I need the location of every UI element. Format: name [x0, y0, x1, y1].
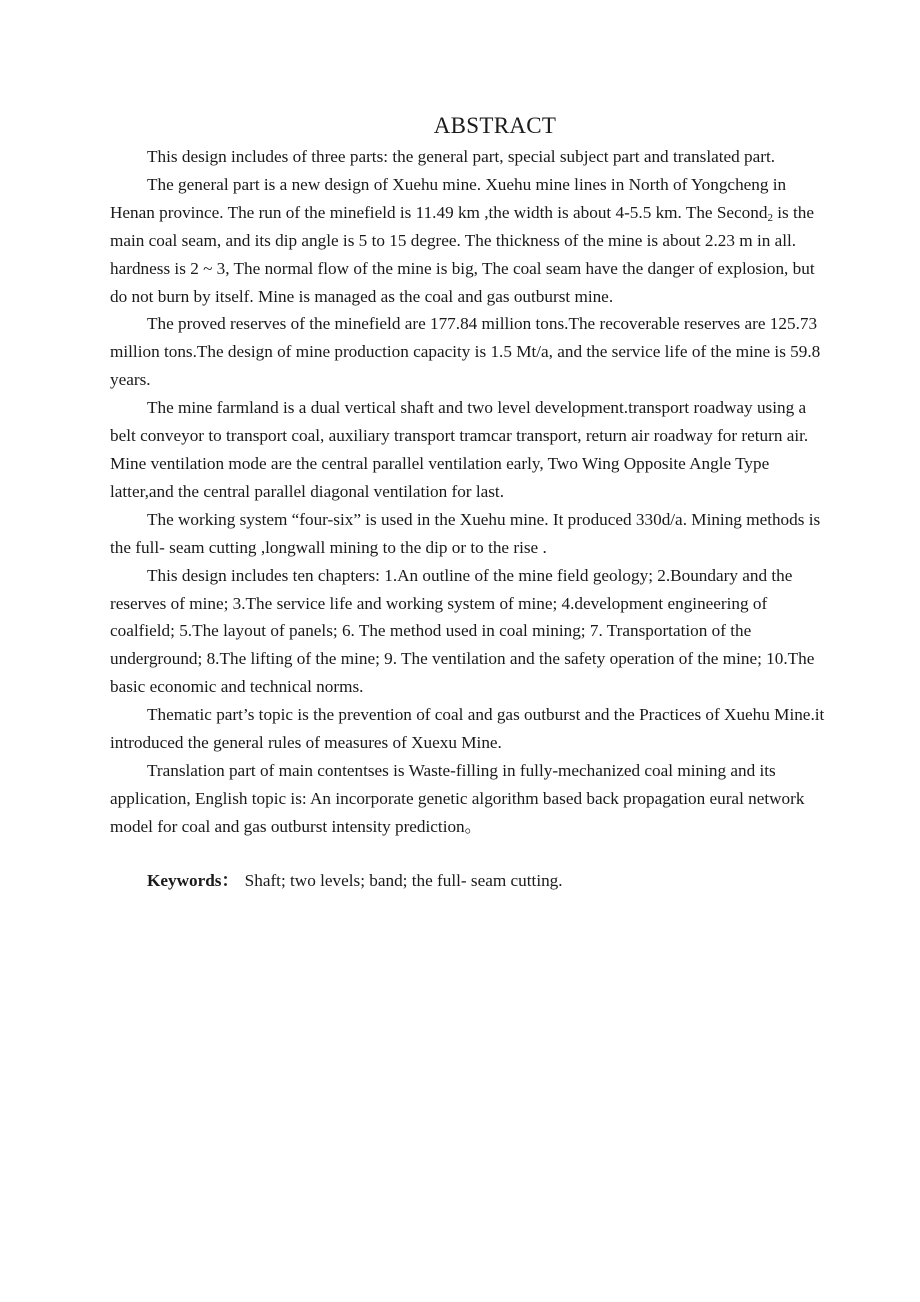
- abstract-title: ABSTRACT: [433, 113, 557, 138]
- keywords-text: Shaft; two levels; band; the full- seam cutting.: [244, 870, 563, 890]
- paragraph-general-part-text: The general part is a new design of Xuehu mine. Xuehu mine lines in North of Yongcheng in Henan province. The run of the minefield is 11.49 km ,the width is about 4-5.5 km. The: [110, 174, 787, 222]
- keywords-line: [110, 867, 828, 895]
- paragraph-chapters: This design includes ten chapters: 1.An outline of the mine field geology; 2.Boundary and the reserves of mine; 3.The service life and working system of mine; 4.development engineering of coalfield; 5.The layout of panels; 6. The method used in coal mining; 7. Transportation of the underground; 8.The lifting of the mine; 9. The ventilation and the safety operation of the mine; 10.The basic economic and technical norms.: [110, 565, 815, 697]
- paragraph-thematic-part: Thematic part’s topic is the prevention of coal and gas outburst and the Practices of Xuehu Mine.it introduced the general rules of measures of Xuexu Mine.: [110, 705, 825, 753]
- paragraph-general-part-rest: is the main coal seam, and its dip angle is 5 to 15 degree. The thickness of the mine is about 2.23 m in all. hardness is 2 ~ 3, The normal flow of the mine is big, The coal seam have the danger of explosion, but do not burn by itself. Mine is managed as the coal and gas outburst mine.: [110, 202, 815, 306]
- abstract-body: [110, 143, 828, 895]
- paragraph-development: The mine farmland is a dual vertical shaft and two level development.transport roadway using a belt conveyor to transport coal, auxiliary transport tramcar transport, return air roadway for return air. Mine ventilation mode are the central parallel ventilation early, Two Wing Opposite Angle Type latter,and the central parallel diagonal ventilation for last.: [110, 398, 809, 501]
- coal-seam-name: Second: [716, 202, 768, 222]
- paragraph-reserves: The proved reserves of the minefield are 177.84 million tons.The recoverable reserves are 125.73 million tons.The design of mine production capacity is 1.5 Mt/a, and the service life of the mine is 59.8 years.: [110, 314, 821, 390]
- coal-seam-subscript: 2: [767, 211, 773, 224]
- paragraph-working-system: The working system “four-six” is used in the Xuehu mine. It produced 330d/a. Mining methods is the full- seam cutting ,longwall mining to the dip or to the rise .: [110, 509, 821, 557]
- paragraph-translation-part: Translation part of main contentses is Waste-filling in fully-mechanized coal mining and its application, English topic is: An incorporate genetic algorithm based back propagation eural network model for coal and gas outburst intensity prediction。: [110, 760, 805, 836]
- paragraph-general-part: [110, 171, 828, 311]
- keywords-label: Keywords：: [147, 870, 239, 890]
- paragraph-overview: This design includes of three parts: the general part, special subject part and translated part.: [147, 147, 776, 166]
